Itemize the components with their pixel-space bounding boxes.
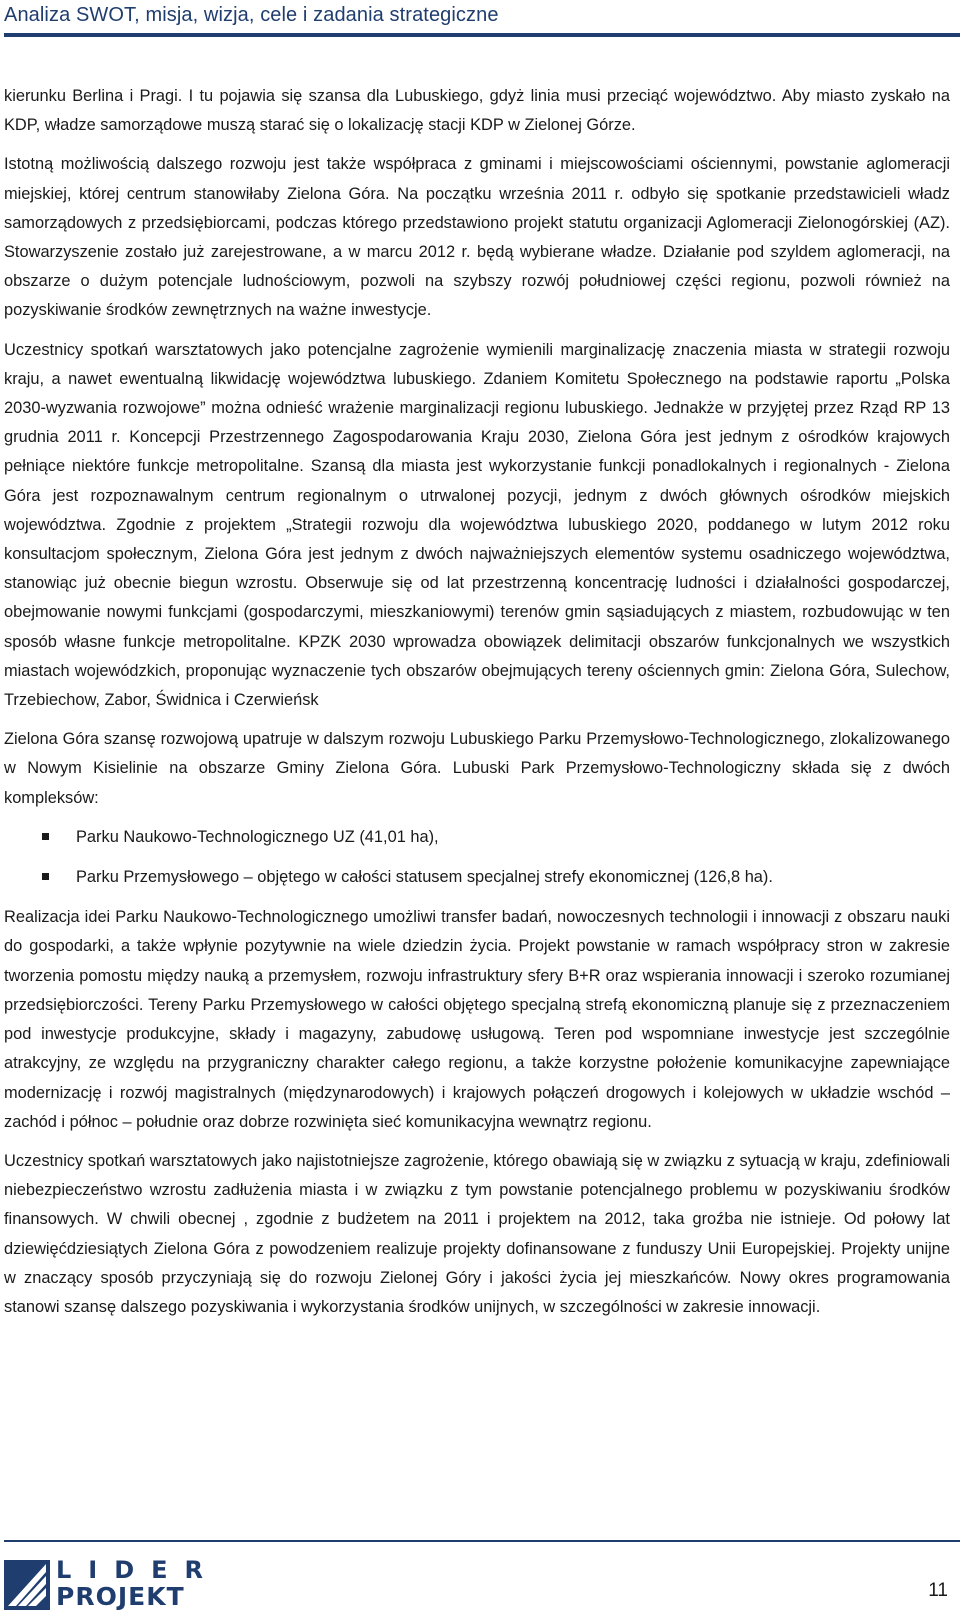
logo-mark-icon bbox=[4, 1560, 50, 1610]
lider-projekt-logo bbox=[4, 1556, 234, 1611]
page-number: 11 bbox=[928, 1580, 948, 1601]
page-footer bbox=[0, 1540, 960, 1611]
list-item-text: Parku Naukowo-Technologicznego UZ (41,01 ha), bbox=[76, 827, 439, 846]
paragraph-2: Istotną możliwością dalszego rozwoju jest także współpraca z gminami i miejscowościami ościennymi, powstanie aglomeracji miejskiej, której centrum stanowiłaby Zielona Góra. Na początku września 2011 r. odbyło się spotkanie przedstawicieli władz samorządowych z przedsiębiorcami, podczas którego przedstawiono projekt statutu organizacji Aglomeracji Zielonogórskiej (AZ). Stowarzyszenie zostało już zarejestrowane, a w marcu 2012 r. będą wybierane władze. Działanie pod szyldem aglomeracji, na obszarze o dużym potencjale ludnościowym, pozwoli na szybszy rozwój południowej części regionu, pozwoli również na pozyskiwanie środków zewnętrznych na ważne inwestycje. bbox=[4, 155, 950, 320]
bullet-list bbox=[4, 823, 950, 892]
paragraph-5: Realizacja idei Parku Naukowo-Technologicznego umożliwi transfer badań, nowoczesnych technologii i innowacji z obszaru nauki do gospodarki, a także wpłynie pozytywnie na wiele dziedzin życia. Projekt powstanie w ramach współpracy stron w zakresie tworzenia pomostu między nauką a przemysłem, rozwoju infrastruktury sfery B+R oraz wspierania innowacji i szeroko rozumianej przedsiębiorczości. Tereny Parku Przemysłowego w całości objętego specjalną strefą ekonomiczną planuje się z przeznaczeniem pod inwestycje produkcyjne, składy i magazyny, zabudowę usługową. Teren pod wspomniane inwestycje jest szczególnie atrakcyjny, ze względu na przygraniczny charakter całego regionu, a także korzystne położenie komunikacyjne zapewniające modernizację i rozwój magistralnych (międzynarodowych) i krajowych połączeń drogowych i kolejowych w układzie wschód – zachód i północ – południe oraz dobrze rozwinięta sieć komunikacyjna wewnątrz regionu. bbox=[4, 908, 950, 1131]
square-bullet-icon bbox=[42, 833, 49, 840]
footer-rule bbox=[4, 1540, 960, 1542]
document-body bbox=[4, 82, 950, 1332]
logo-text-lider: LIDER bbox=[56, 1556, 221, 1584]
paragraph-4: Zielona Góra szansę rozwojową upatruje w dalszym rozwoju Lubuskiego Parku Przemysłowo-Technologicznego, zlokalizowanego w Nowym Kisielinie na obszarze Gminy Zielona Góra. Lubuski Park Przemysłowo-Technologiczny składa się z dwóch kompleksów: bbox=[4, 730, 950, 807]
list-item bbox=[4, 863, 950, 892]
document-title: Analiza SWOT, misja, wizja, cele i zadania strategiczne bbox=[4, 4, 499, 26]
header-rule bbox=[4, 33, 960, 37]
page-header bbox=[0, 0, 960, 36]
logo-text-projekt: PROJEKT bbox=[56, 1582, 185, 1611]
paragraph-1: kierunku Berlina i Pragi. I tu pojawia się szansa dla Lubuskiego, gdyż linia musi przeciąć województwo. Aby miasto zyskało na KDP, władze samorządowe muszą starać się o lokalizację stacji KDP w Zielonej Górze. bbox=[4, 87, 950, 135]
paragraph-3: Uczestnicy spotkań warsztatowych jako potencjalne zagrożenie wymienili marginalizację znaczenia miasta w strategii rozwoju kraju, a nawet ewentualną likwidację województwa lubuskiego. Zdaniem Komitetu Społecznego na podstawie raportu „Polska 2030-wyzwania rozwojowe” można odnieść wrażenie marginalizacji regionu lubuskiego. Jednakże w przyjętej przez Rząd RP 13 grudnia 2011 r. Koncepcji Przestrzennego Zagospodarowania Kraju 2030, Zielona Góra jest jednym z ośrodków krajowych pełniące niektóre funkcje metropolitalne. Szansą dla miasta jest wykorzystanie funkcji ponadlokalnych i regionalnych - Zielona Góra jest rozpoznawalnym centrum regionalnym o utrwalonej pozycji, jednym z dwóch głównych ośrodków miejskich województwa. Zgodnie z projektem „Strategii rozwoju dla województwa lubuskiego 2020, poddanego w lutym 2012 roku konsultacjom społecznym, Zielona Góra jest jednym z dwóch najważniejszych elementów systemu osadniczego województwa, stanowiąc już obecnie biegun wzrostu. Obserwuje się od lat przestrzenną koncentrację ludności i działalności gospodarczej, obejmowanie nowymi funkcjami (gospodarczymi, mieszkaniowymi) terenów gmin sąsiadujących z miastem, rozbudowując w ten sposób własne funkcje metropolitalne. KPZK 2030 wprowadza obowiązek delimitacji obszarów funkcjonalnych we wszystkich miastach wojewódzkich, proponując wyznaczenie tych obszarów obejmujących tereny ościennych gmin: Zielona Góra, Sulechow, Trzebiechow, Zabor, Świdnica i Czerwieńsk bbox=[4, 340, 950, 710]
square-bullet-icon bbox=[42, 873, 49, 880]
list-item bbox=[4, 823, 950, 852]
paragraph-6: Uczestnicy spotkań warsztatowych jako najistotniejsze zagrożenie, którego obawiają się w związku z sytuacją w kraju, zdefiniowali niebezpieczeństwo wzrostu zadłużenia miasta i w związku z tym powstanie potencjalnego problemu w pozyskiwaniu środków finansowych. W chwili obecnej , zgodnie z budżetem na 2011 i projektem na 2012, taka groźba nie istnieje. Od połowy lat dziewięćdziesiątych Zielona Góra z powodzeniem realizuje projekty dofinansowane z funduszy Unii Europejskiej. Projekty unijne w znaczący sposób przyczyniają się do rozwoju Zielonej Góry i jakości życia jej mieszkańców. Nowy okres programowania stanowi szansę dalszego pozyskiwania i wykorzystania środków unijnych, w szczególności w zakresie innowacji. bbox=[4, 1151, 950, 1316]
list-item-text: Parku Przemysłowego – objętego w całości statusem specjalnej strefy ekonomicznej (126,8 ha). bbox=[76, 868, 773, 887]
